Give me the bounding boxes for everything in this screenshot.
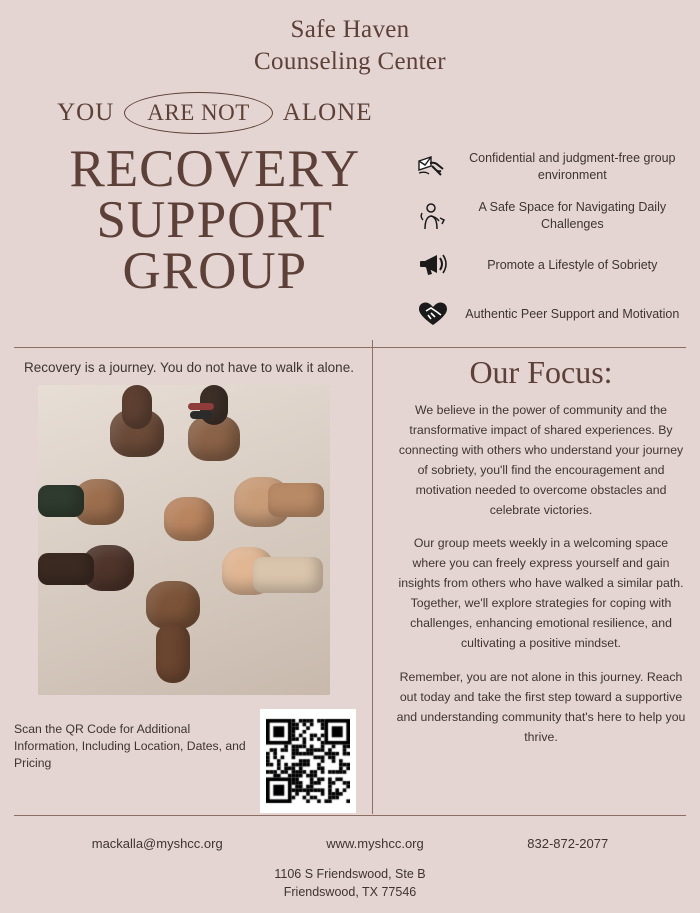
right-column bbox=[372, 348, 686, 813]
contact-website[interactable]: www.myshcc.org bbox=[326, 836, 424, 851]
main-title-line-3: GROUP bbox=[122, 241, 308, 300]
feature-item bbox=[416, 297, 686, 331]
address-line-1: 1106 S Friendswood, Ste B bbox=[274, 867, 426, 881]
tagline-you-are-not-alone bbox=[14, 92, 416, 134]
feature-item bbox=[416, 248, 686, 282]
address-line-2: Friendswood, TX 77546 bbox=[283, 885, 417, 900]
feature-item bbox=[416, 150, 686, 184]
feature-label: Authentic Peer Support and Motivation bbox=[465, 306, 680, 321]
hero-section bbox=[0, 78, 700, 331]
feature-item bbox=[416, 199, 686, 233]
tagline-word-alone: ALONE bbox=[282, 99, 373, 126]
main-title-line-2: SUPPORT bbox=[96, 190, 334, 249]
main-title bbox=[14, 140, 416, 300]
content-section bbox=[0, 348, 700, 813]
focus-paragraph: We believe in the power of community and the transformative impact of shared experiences. By connecting with others who understand your journey of sobriety, you'll find the encouragement and motivation needed to overcome obstacles and celebrate victories. bbox=[398, 403, 684, 517]
hero-headline-block bbox=[14, 78, 416, 300]
focus-paragraph: Remember, you are not alone in this journey. Reach out today and take the first step toward a supportive and understanding community that's here to help you thrive. bbox=[396, 669, 686, 744]
qr-caption: Scan the QR Code for Additional Information, Including Location, Dates, and Pricing bbox=[14, 722, 246, 771]
divider-horizontal-bottom bbox=[14, 815, 686, 816]
contact-address bbox=[0, 865, 700, 901]
qr-code[interactable] bbox=[260, 709, 356, 813]
journey-tagline: Recovery is a journey. You do not have to walk it alone. bbox=[24, 360, 354, 375]
person-safe-space-icon bbox=[416, 199, 450, 233]
our-focus-heading: Our Focus: bbox=[469, 354, 613, 390]
org-name-line-2: Counseling Center bbox=[254, 48, 446, 75]
left-column bbox=[14, 348, 372, 813]
circle-of-fists-photo bbox=[38, 385, 330, 695]
feature-list bbox=[416, 78, 686, 331]
megaphone-icon bbox=[416, 248, 450, 282]
feature-label: A Safe Space for Navigating Daily Challenges bbox=[478, 200, 667, 231]
main-title-line-1: RECOVERY bbox=[69, 140, 361, 198]
tagline-ellipse-are-not: ARE NOT bbox=[124, 92, 273, 134]
page-title bbox=[0, 0, 700, 78]
qr-section bbox=[14, 709, 372, 813]
contact-email[interactable]: mackalla@myshcc.org bbox=[91, 836, 223, 851]
org-name-line-1: Safe Haven bbox=[290, 16, 410, 43]
feature-label: Confidential and judgment-free group environment bbox=[469, 151, 676, 182]
heart-handshake-icon bbox=[416, 297, 450, 331]
tagline-word-you: YOU bbox=[57, 99, 115, 126]
focus-paragraph: Our group meets weekly in a welcoming space where you can freely express yourself and gain insights from others who have walked a similar path. Together, we'll explore strategies for coping with challenges, enhancing emotional resilience, and cultivating a positive mindset. bbox=[398, 536, 684, 650]
contact-phone[interactable]: 832-872-2077 bbox=[527, 836, 609, 851]
footer bbox=[0, 836, 700, 901]
handshake-privacy-icon bbox=[416, 150, 450, 184]
feature-label: Promote a Lifestyle of Sobriety bbox=[487, 257, 658, 272]
divider-vertical bbox=[372, 340, 373, 814]
qr-code-image bbox=[266, 715, 350, 807]
